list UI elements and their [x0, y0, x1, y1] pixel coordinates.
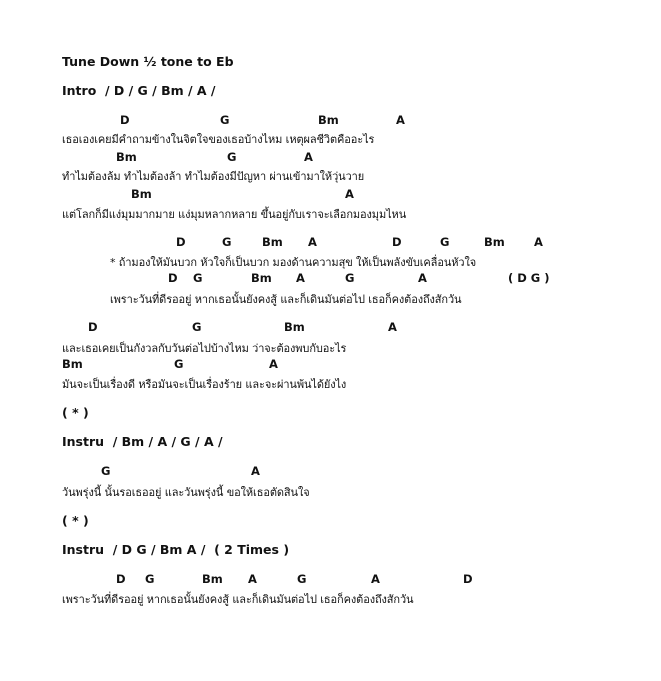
chord: Bm [202, 572, 223, 586]
chord: G [297, 572, 307, 586]
chord: G [193, 271, 203, 285]
lyric-line: เธอเองเคยมีคำถามข้างในจิตใจของเธอบ้างไหม เหตุผลชีวิตคืออะไร [62, 133, 375, 146]
instrumental-line: Instru / Bm / A / G / A / [62, 434, 223, 449]
chord: Bm [284, 320, 305, 334]
chord: Bm [116, 150, 137, 164]
chord: A [371, 572, 380, 586]
chord: G [174, 357, 184, 371]
repeat-marker: ( * ) [62, 405, 89, 420]
lyric-line: วันพรุ่งนี้ นั้นรอเธออยู่ และวันพรุ่งนี้ ขอให้เธอตัดสินใจ [62, 486, 310, 499]
chord: G [345, 271, 355, 285]
chord: Bm [251, 271, 272, 285]
chord: G [227, 150, 237, 164]
repeat-marker: ( * ) [62, 513, 89, 528]
chord: G [220, 113, 230, 127]
chord: D [168, 271, 178, 285]
tuning-note: Tune Down ½ tone to Eb [62, 54, 234, 69]
chord: A [304, 150, 313, 164]
chord: A [269, 357, 278, 371]
chord: Bm [62, 357, 83, 371]
chord: G [101, 464, 111, 478]
chord: A [534, 235, 543, 249]
chord: A [396, 113, 405, 127]
chord: A [296, 271, 305, 285]
chord: D [176, 235, 186, 249]
lyric-line: มันจะเป็นเรื่องดี หรือมันจะเป็นเรื่องร้าย และจะผ่านพ้นได้ยังไง [62, 378, 347, 391]
chord: Bm [131, 187, 152, 201]
chord: D [88, 320, 98, 334]
chord: G [222, 235, 232, 249]
lyric-line: เพราะวันที่ดีรออยู่ หากเธอนั้นยังคงสู้ และก็เดินมันต่อไป เธอก็คงต้องถึงสักวัน [62, 593, 414, 606]
chord: D [392, 235, 402, 249]
chord: A [251, 464, 260, 478]
chord: Bm [262, 235, 283, 249]
chord: Bm [318, 113, 339, 127]
chord: D [463, 572, 473, 586]
chord: D [120, 113, 130, 127]
lyric-line: แต่โลกก็มีแง่มุมมากมาย แง่มุมหลากหลาย ขึ้นอยู่กับเราจะเลือกมองมุมไหน [62, 208, 407, 221]
chord: A [248, 572, 257, 586]
instrumental-line: Instru / D G / Bm A / ( 2 Times ) [62, 542, 290, 557]
chord: Bm [484, 235, 505, 249]
chord: G [440, 235, 450, 249]
chord: G [192, 320, 202, 334]
chord: A [308, 235, 317, 249]
chord: A [345, 187, 354, 201]
lyric-line: เพราะวันที่ดีรออยู่ หากเธอนั้นยังคงสู้ และก็เดินมันต่อไป เธอก็คงต้องถึงสักวัน [110, 293, 462, 306]
lyric-line: และเธอเคยเป็นกังวลกับวันต่อไปบ้างไหม ว่าจะต้องพบกับอะไร [62, 342, 347, 355]
chord: G [145, 572, 155, 586]
chord: D [116, 572, 126, 586]
chord: A [418, 271, 427, 285]
chord: ( D G ) [508, 271, 550, 285]
intro-line: Intro / D / G / Bm / A / [62, 83, 216, 98]
lyric-line: ทำไมต้องล้ม ทำไมต้องล้า ทำไมต้องมีปัญหา ผ่านเข้ามาให้วุ่นวาย [62, 170, 365, 183]
chord: A [388, 320, 397, 334]
lyric-line: * ถ้ามองให้มันบวก หัวใจก็เป็นบวก มองด้านความสุข ให้เป็นพลังขับเคลื่อนหัวใจ [110, 256, 477, 269]
